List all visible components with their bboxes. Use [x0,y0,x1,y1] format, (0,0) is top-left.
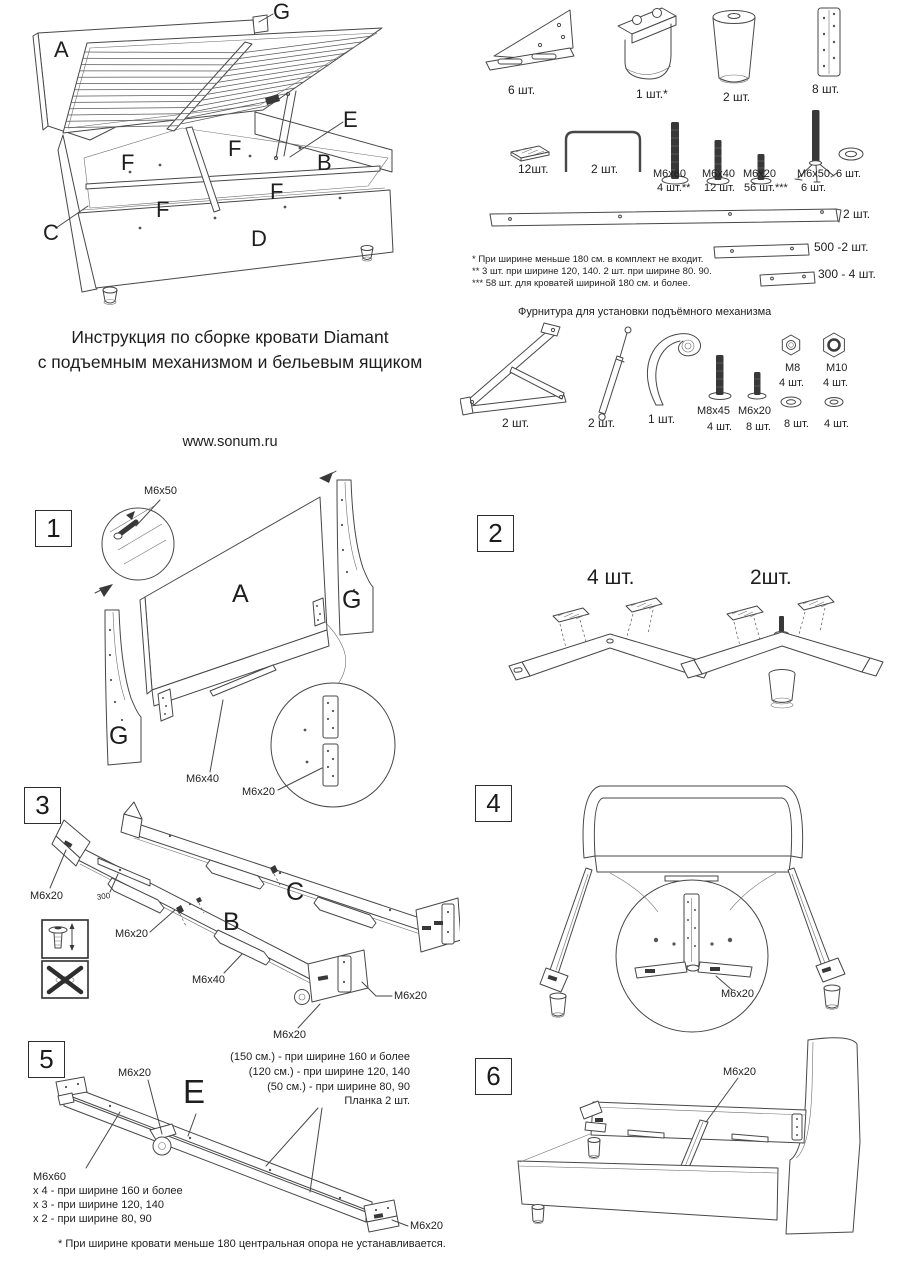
strap-icon [647,334,700,405]
plank-qty: Планка 2 шт. [344,1095,410,1107]
plate-qty: 8 шт. [812,82,840,96]
step3-number: 3 [24,787,61,824]
rail-c-drawing [121,802,460,952]
part-label-b: B [223,908,240,936]
bracket-4x-drawing [509,598,711,680]
step-4 [460,770,900,1050]
step-6 [460,1030,900,1280]
bolt-callout-m6x20: M6x20 [273,1029,307,1041]
strip-300-qty: 300 - 4 шт. [818,267,876,281]
lift-mechanism-icon [460,323,566,415]
nut-m10-qty: 4 шт. [823,377,848,389]
doc-title-line2: с подъемным механизмом и бельевым ящиком [37,352,423,372]
step2-number: 2 [477,515,514,552]
bolt-m6x40-size: M6x40 [702,168,736,180]
stud-m6x50-size: M6x50 [797,168,831,180]
bolt-callout-m6x20: M6x20 [115,928,149,940]
step5-number: 5 [28,1041,65,1078]
step4-number: 4 [475,785,512,822]
step6-number: 6 [475,1058,512,1095]
bolt-callout-m6x20: M6x20 [394,990,428,1002]
bolt-m6x60-size: M6x60 [653,168,687,180]
stud-m6x50-qty: 6 шт. [801,182,826,194]
lift-qty: 2 шт. [502,416,530,430]
nut-m10-size: M10 [826,362,848,374]
part-label-c: C [286,878,305,906]
mechanism-parts [460,305,900,450]
step3-drawing [20,780,460,1050]
nut-m8-size: M8 [785,362,801,374]
step1-number: 1 [35,510,72,547]
part-label-g: G [109,722,129,750]
part-label-g: G [273,0,291,24]
corner-bracket-icon [486,10,574,70]
bolt-callout-m6x40: M6x40 [186,773,220,785]
strip-long-qty: 2 шт. [843,207,871,221]
bolt-option-3: x 2 - при ширине 80, 90 [33,1213,152,1225]
strip-500-qty: 500 -2 шт. [814,240,869,254]
nut-m8-qty: 4 шт. [779,377,804,389]
bolt-m8x45-size: M8x45 [697,405,731,417]
bolt-option-2: x 3 - при ширине 120, 140 [33,1199,165,1211]
plank-option-2: (120 см.) - при ширине 120, 140 [248,1066,410,1078]
bolt-callout-m6x20: M6x20 [410,1220,444,1232]
bolt-m6x20-size: M6x20 [738,405,772,417]
note-3: *** 58 шт. для кроватей шириной 180 см. и более. [472,278,691,289]
washer-icon [839,148,863,160]
step2-drawing [460,490,900,710]
plank-option-1: (150 см.) - при ширине 160 и более [230,1051,410,1063]
washer-m10-icon [825,398,843,407]
note-1: * При ширине меньше 180 см. в комплект не входит. [472,254,704,265]
washer-m8-qty: 8 шт. [784,418,809,430]
slat-strip-300-icon [760,272,815,286]
bolt-m8x45-qty: 4 шт. [707,421,732,433]
bolt-callout-m6x20: M6x20 [118,1067,152,1079]
bolt-option-title: M6x60 [33,1171,67,1183]
nut-m8-icon [782,335,799,355]
mechanism-title: Фурнитура для установки подъёмного механизма [518,306,772,318]
hinge-qty: 1 шт.* [636,87,668,101]
bolt-m6x20-small-icon [748,372,766,399]
qty-2-label: 2шт. [750,566,792,589]
part-label-d: D [251,226,267,251]
hinge-bracket-icon [618,8,676,79]
bracket-qty: 6 шт. [508,83,536,97]
screw-depth-icon [42,920,88,958]
part-label-f: F [121,150,135,175]
doc-title-line1: Инструкция по сборке кровати Diamant [71,327,389,347]
slat-strip-500-icon [714,244,809,258]
bolt-callout-m6x20: M6x20 [30,890,64,902]
part-label-f: F [270,179,284,204]
part-label-e: E [343,107,358,132]
title-block [20,328,440,458]
part-label-b: B [317,150,332,175]
gas-spring-icon [599,327,631,420]
spring-qty: 2 шт. [588,416,616,430]
bolt-m6x60-qty: 4 шт.** [657,182,691,194]
dim-300-label: 300 [96,891,111,902]
bolt-m6x20-size: M6x20 [743,168,777,180]
pad-qty: 12шт. [518,162,549,176]
part-label-f: F [156,197,170,222]
washer-m10-qty: 4 шт. [824,418,849,430]
bolt-callout-m6x40: M6x40 [192,974,226,986]
plank-option-3: (50 см.) - при ширине 80, 90 [267,1081,410,1093]
part-label-f: F [228,136,242,161]
bolt-callout-m6x20: M6x20 [242,786,276,798]
bolt-m8x45-icon [709,355,731,400]
qty-4-label: 4 шт. [587,566,635,589]
staple-qty: 2 шт. [591,162,619,176]
parts-list [460,0,900,300]
bolt-m6x20-qty: 56 шт.*** [744,182,788,194]
washer-qty: 6 шт. [836,168,861,180]
mounting-plate-icon [818,8,840,76]
pad-icon [511,146,549,161]
bracket-2x-drawing [681,596,883,708]
step1-drawing [20,470,460,810]
part-label-a: A [232,580,249,608]
bolt-m6x20-qty: 8 шт. [746,421,771,433]
step4-drawing [460,770,900,1050]
footer-note: * При ширине кровати меньше 180 центральная опора не устанавливается. [58,1238,446,1250]
part-label-a: A [54,37,69,62]
step-1 [20,470,460,810]
washer-m8-icon [781,397,801,407]
bolt-callout-m6x50: M6x50 [144,485,178,497]
bolt-callout-m6x20: M6x20 [721,988,755,1000]
step6-drawing [460,1030,900,1280]
note-2: ** 3 шт. при ширине 120, 140. 2 шт. при ширине 80. 90. [472,266,712,277]
strap-qty: 1 шт. [648,412,676,426]
nut-m10-icon [824,333,845,357]
bolt-option-1: x 4 - при ширине 160 и более [33,1185,183,1197]
step-2 [460,490,900,710]
cylinder-leg-icon [713,11,755,84]
leg-qty: 2 шт. [723,90,751,104]
bed-overview [10,0,460,312]
no-overtighten-icon [42,961,88,998]
bolt-m6x40-qty: 12 шт. [704,182,735,194]
step-3 [20,780,460,1050]
website-url: www.sonum.ru [182,434,278,450]
bolt-callout-m6x20: M6x20 [723,1066,757,1078]
slat-strip-long-icon [490,209,841,226]
part-label-c: C [43,220,59,245]
part-label-e: E [183,1073,206,1110]
part-label-g: G [342,586,362,614]
